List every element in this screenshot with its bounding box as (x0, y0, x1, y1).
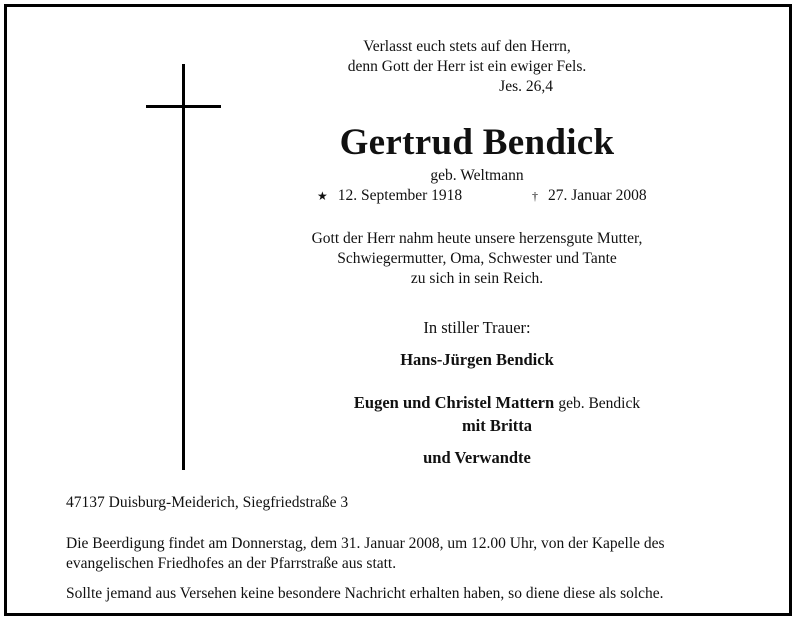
mourner-name: Eugen und Christel Mattern (353, 393, 555, 412)
verse-reference: Jes. 26,4 (499, 78, 553, 95)
funeral-line: evangelischen Friedhofes an der Pfarrstraße aus statt. (66, 555, 397, 572)
announcement-text (277, 229, 677, 289)
mourner-family (287, 392, 707, 437)
mourner-line (287, 415, 707, 437)
cross-icon-bar (146, 105, 221, 108)
announcement-line: Schwiegermutter, Oma, Schwester und Tante (337, 250, 617, 267)
mourner-line (287, 392, 707, 415)
bible-verse (307, 37, 627, 97)
funeral-line: Die Beerdigung findet am Donnerstag, dem 31. Januar 2008, um 12.00 Uhr, von der Kapelle des (66, 535, 665, 552)
deceased-name: Gertrud Bendick (339, 122, 615, 163)
birth-date: 12. September 1918 (337, 187, 463, 204)
birth-date-group (317, 187, 462, 205)
mourner-maiden-name: geb. Bendick (558, 395, 641, 412)
verse-line: denn Gott der Herr ist ein ewiger Fels. (347, 58, 587, 75)
death-date-group (532, 187, 647, 205)
mourner-name: Hans-Jürgen Bendick (400, 350, 554, 369)
family-address: 47137 Duisburg-Meiderich, Siegfriedstraße 3 (66, 494, 349, 511)
maiden-name: geb. Weltmann (430, 167, 524, 184)
announcement-line: zu sich in sein Reich. (410, 270, 544, 287)
mourning-heading: In stiller Trauer: (423, 318, 531, 337)
verse-line: Verlasst euch stets auf den Herrn, (363, 38, 571, 55)
mourner-child: mit Britta (461, 416, 533, 435)
funeral-info (66, 534, 665, 574)
relatives: und Verwandte (423, 448, 531, 467)
death-date: 27. Januar 2008 (548, 187, 647, 204)
obituary-notice (4, 4, 792, 616)
cross-icon (182, 64, 185, 470)
announcement-line: Gott der Herr nahm heute unsere herzensgute Mutter, (311, 230, 643, 247)
notification-note: Sollte jemand aus Versehen keine besondere Nachricht erhalten haben, so diene diese als solche. (66, 585, 664, 602)
star-icon: ★ (317, 189, 328, 203)
dagger-icon: † (532, 189, 538, 203)
